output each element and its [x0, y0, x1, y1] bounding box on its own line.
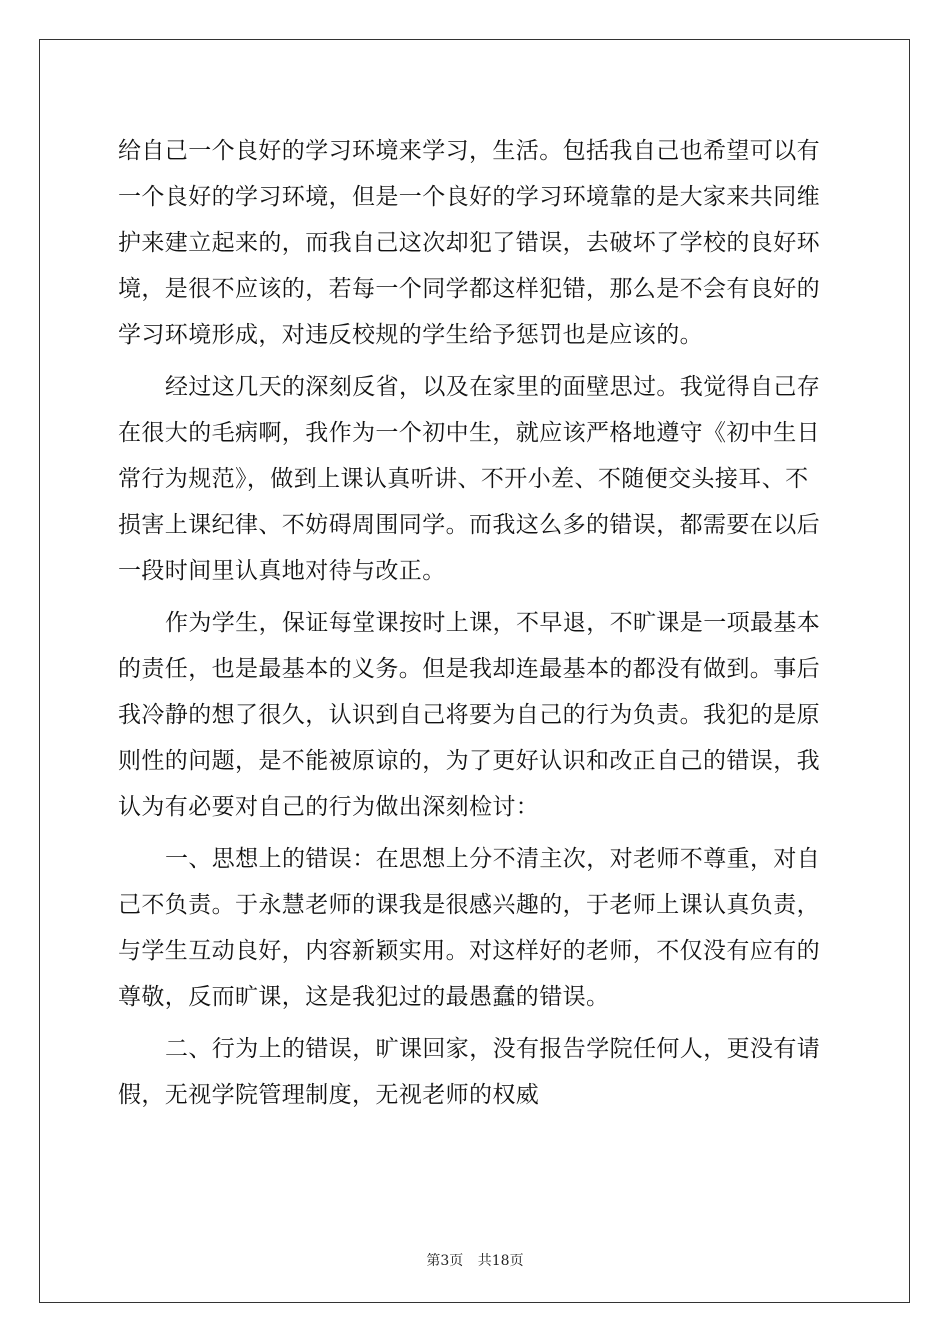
paragraph	[118, 836, 838, 1020]
text-line: 损害上课纪律、不妨碍周围同学。而我这么多的错误，都需要在以后	[118, 512, 820, 538]
text-line: 境，是很不应该的，若每一个同学都这样犯错，那么是不会有良好的	[118, 276, 820, 302]
text-line: 在很大的毛病啊，我作为一个初中生，就应该严格地遵守《初中生日	[118, 420, 820, 446]
paragraph	[118, 600, 838, 830]
page-total: 共18页	[477, 1253, 524, 1269]
text-line: 护来建立起来的，而我自己这次却犯了错误，去破坏了学校的良好环	[118, 230, 820, 256]
text-line: 二、行为上的错误，旷课回家，没有报告学院任何人，更没有请	[165, 1036, 821, 1062]
text-line: 一、思想上的错误：在思想上分不清主次，对老师不尊重，对自	[165, 846, 821, 872]
paragraph	[118, 364, 838, 594]
text-line: 一段时间里认真地对待与改正。	[118, 558, 446, 584]
page-footer	[0, 1250, 950, 1270]
text-line: 的责任，也是最基本的义务。但是我却连最基本的都没有做到。事后	[118, 656, 820, 682]
text-line: 尊敬，反而旷课，这是我犯过的最愚蠢的错误。	[118, 984, 610, 1010]
text-line: 假，无视学院管理制度，无视老师的权威	[118, 1082, 540, 1108]
text-line: 作为学生，保证每堂课按时上课，不早退，不旷课是一项最基本	[165, 610, 821, 636]
text-line: 己不负责。于永慧老师的课我是很感兴趣的，于老师上课认真负责，	[118, 892, 820, 918]
text-line: 经过这几天的深刻反省，以及在家里的面壁思过。我觉得自己存	[165, 374, 821, 400]
text-line: 我冷静的想了很久，认识到自己将要为自己的行为负责。我犯的是原	[118, 702, 820, 728]
document-body	[118, 128, 838, 1118]
text-line: 则性的问题，是不能被原谅的，为了更好认识和改正自己的错误，我	[118, 748, 820, 774]
paragraph	[118, 1026, 838, 1118]
text-line: 认为有必要对自己的行为做出深刻检讨：	[118, 794, 540, 820]
text-line: 给自己一个良好的学习环境来学习，生活。包括我自己也希望可以有	[118, 138, 820, 164]
page-number: 第3页	[426, 1253, 464, 1269]
text-line: 一个良好的学习环境，但是一个良好的学习环境靠的是大家来共同维	[118, 184, 820, 210]
text-line: 与学生互动良好，内容新颖实用。对这样好的老师，不仅没有应有的	[118, 938, 820, 964]
paragraph	[118, 128, 838, 358]
text-line: 常行为规范》，做到上课认真听讲、不开小差、不随便交头接耳、不	[118, 466, 809, 492]
text-line: 学习环境形成，对违反校规的学生给予惩罚也是应该的。	[118, 322, 703, 348]
